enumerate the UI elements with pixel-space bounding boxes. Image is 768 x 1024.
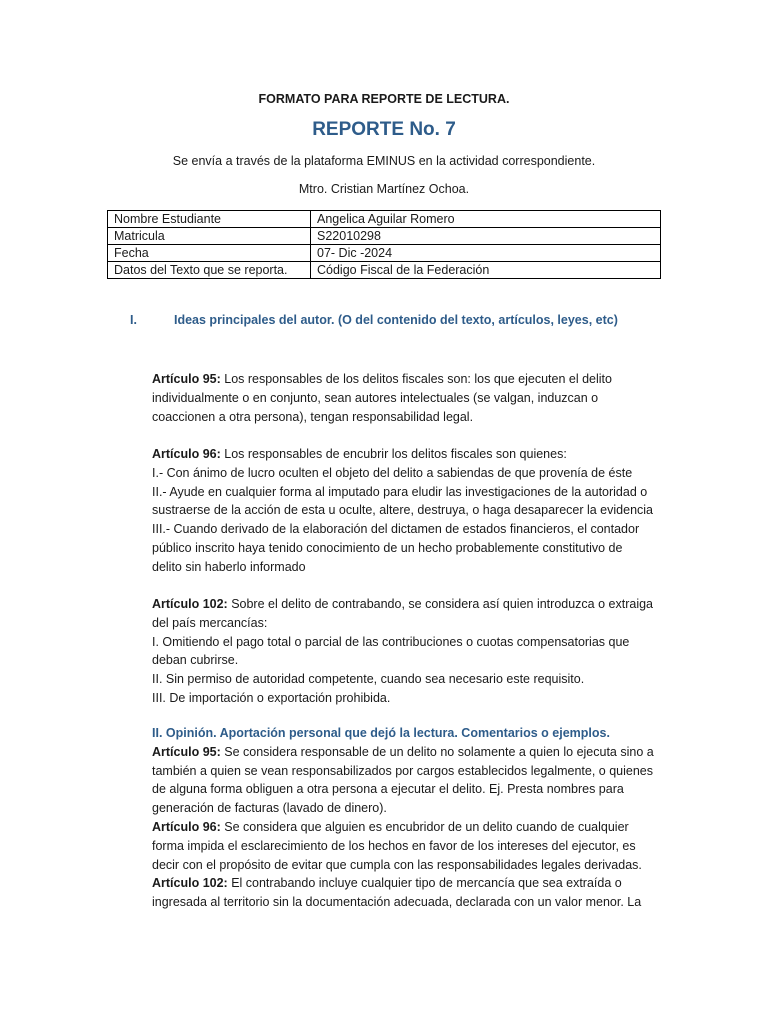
article-text: II.- Ayude en cualquier forma al imputado para eludir las investigaciones de la autoridad o	[152, 484, 648, 499]
article-text: Sobre el delito de contrabando, se considera así quien introduzca o extraiga	[227, 597, 653, 611]
article-label: Artículo 95:	[152, 372, 221, 386]
table-label: Datos del Texto que se reporta.	[108, 262, 311, 279]
form-title: FORMATO PARA REPORTE DE LECTURA.	[258, 92, 510, 106]
report-subtitle: Se envía a través de la plataforma EMINUS en la actividad correspondiente.	[172, 154, 596, 168]
table-value: Código Fiscal de la Federación	[311, 262, 661, 279]
article-label: Artículo 96:	[152, 447, 221, 461]
article-96-block	[152, 445, 672, 577]
opinion-text: de alguna forma obliguen a otra persona a ejecutar el delito. Ej. Presta nombres para	[152, 782, 624, 797]
article-95-block	[152, 370, 672, 426]
opinion-text: ingresada al territorio sin la documentación adecuada, declarada con un valor menor. La	[152, 895, 642, 910]
table-row	[108, 245, 661, 262]
opinion-text: Se considera que alguien es encubridor de un delito cuando de cualquier	[220, 819, 629, 834]
table-row	[108, 262, 661, 279]
article-102-block	[152, 595, 672, 708]
opinion-text: generación de facturas (lavado de dinero).	[152, 801, 387, 816]
article-text: III. De importación o exportación prohibida.	[152, 690, 391, 705]
table-label: Nombre Estudiante	[108, 211, 311, 228]
table-value: 07- Dic -2024	[311, 245, 661, 262]
article-text: I.- Con ánimo de lucro oculten el objeto del delito a sabiendas de que provenía de éste	[152, 465, 633, 480]
article-text: I. Omitiendo el pago total o parcial de las contribuciones o cuotas compensatorias que	[152, 634, 630, 649]
table-value: Angelica Aguilar Romero	[311, 211, 661, 228]
article-text: III.- Cuando derivado de la elaboración del dictamen de estados financieros, el contador	[152, 522, 640, 537]
article-text: delito sin haberlo informado	[152, 559, 306, 574]
article-label: Artículo 95:	[152, 744, 221, 759]
section1-number: I.	[130, 313, 137, 327]
section2-block	[152, 724, 672, 912]
article-text: sustraerse de la acción de esta u oculte, altere, destruya, o haga desaparecer la evidencia	[152, 503, 654, 518]
opinion-text: también a quien se vean responsabilizados por cargos establecidos legalmente, o quienes	[152, 763, 654, 778]
student-info-table	[107, 210, 661, 279]
section1-title: Ideas principales del autor. (O del contenido del texto, artículos, leyes, etc)	[174, 313, 618, 327]
article-text: Los responsables de los delitos fiscales son: los que ejecuten el delito	[220, 372, 612, 386]
table-row	[108, 228, 661, 245]
article-text: del país mercancías:	[152, 615, 268, 630]
opinion-text: decir con el propósito de evitar que cumpla con las responsabilidades legales derivadas.	[152, 857, 642, 872]
report-title: REPORTE No. 7	[312, 119, 456, 140]
table-label: Fecha	[108, 245, 311, 262]
article-text: Los responsables de encubrir los delitos fiscales son quienes:	[220, 447, 567, 461]
article-text: coaccionen a otra persona), tengan responsabilidad legal.	[152, 409, 474, 424]
section2-title: II. Opinión. Aportación personal que dejó la lectura. Comentarios o ejemplos.	[152, 726, 610, 740]
opinion-text: Se considera responsable de un delito no solamente a quien lo ejecuta sino a	[220, 744, 654, 759]
article-label: Artículo 102:	[152, 597, 228, 611]
table-value: S22010298	[311, 228, 661, 245]
teacher-name: Mtro. Cristian Martínez Ochoa.	[298, 182, 470, 196]
article-text: público inscrito haya tenido conocimiento de un hecho probablemente constitutivo de	[152, 540, 623, 555]
article-label: Artículo 96:	[152, 819, 221, 834]
opinion-text: El contrabando incluye cualquier tipo de mercancía que sea extraída o	[227, 876, 622, 891]
opinion-text: forma impida el esclarecimiento de los hechos en favor de los intereses del ejecutor, es	[152, 838, 636, 853]
article-text: individualmente o en conjunto, sean autores intelectuales (se valgan, induzcan o	[152, 390, 599, 405]
article-label: Artículo 102:	[152, 876, 228, 891]
article-text: II. Sin permiso de autoridad competente, cuando sea necesario este requisito.	[152, 672, 585, 687]
article-text: deban cubrirse.	[152, 653, 239, 668]
table-row	[108, 211, 661, 228]
table-label: Matricula	[108, 228, 311, 245]
